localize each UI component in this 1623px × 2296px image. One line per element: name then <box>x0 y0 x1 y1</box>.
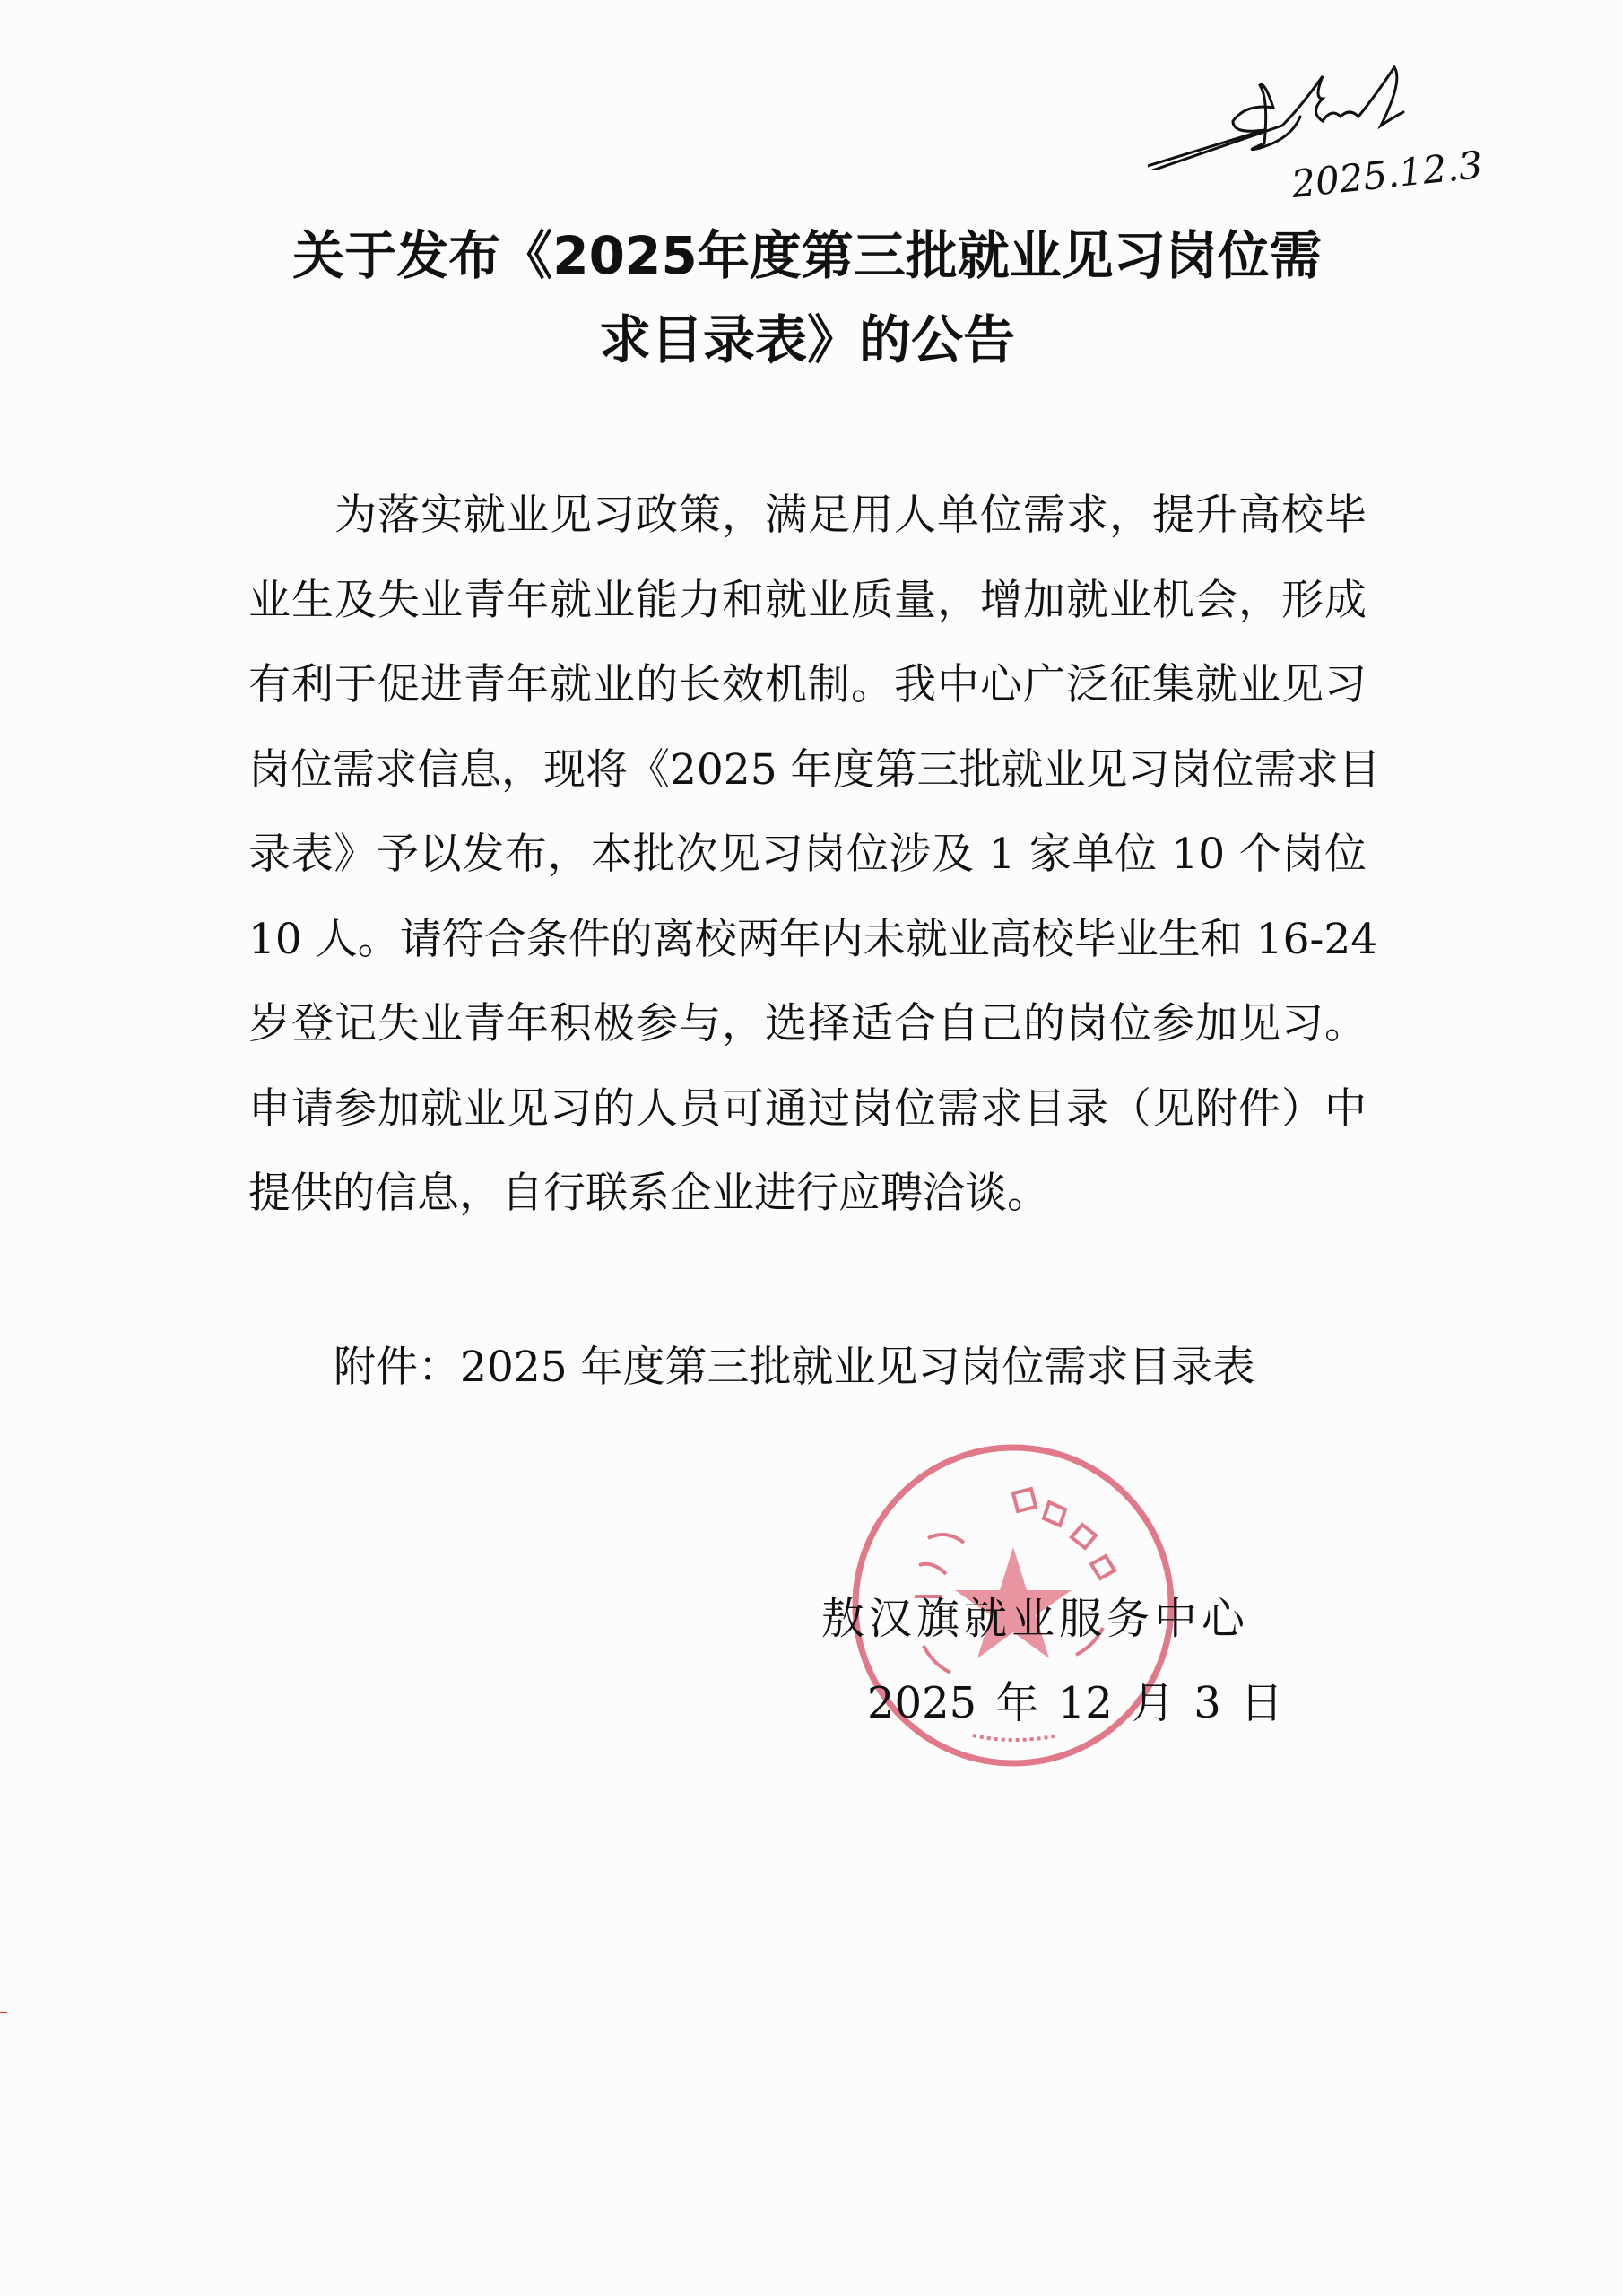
body-line: 申请参加就业见习的人员可通过岗位需求目录（见附件）中 <box>248 1083 1367 1134</box>
body-line: 提供的信息，自行联系企业进行应聘洽谈。 <box>248 1169 1049 1218</box>
body-line: 录表》予以发布，本批次见习岗位涉及 1 家单位 10 个岗位 <box>248 830 1367 879</box>
handwritten-date: 2025.12.3 <box>1289 142 1485 207</box>
scan-edge-mark <box>0 2012 7 2013</box>
body-line: 岗位需求信息，现将《2025 年度第三批就业见习岗位需求目 <box>248 744 1381 795</box>
document-title-line-2: 求目录表》的公告 <box>598 309 1015 370</box>
announcement-body <box>248 474 1381 1237</box>
handwritten-signature <box>1148 45 1560 170</box>
body-line: 10 人。请符合条件的离校两年内未就业高校毕业生和 16-24 <box>248 914 1378 964</box>
issue-date: 2025 年 12 月 3 日 <box>867 1678 1284 1728</box>
document-title-line-1: 关于发布《2025年度第三批就业见习岗位需 <box>292 225 1322 286</box>
attachment-note: 附件：2025 年度第三批就业见习岗位需求目录表 <box>334 1343 1255 1392</box>
body-line: 业生及失业青年就业能力和就业质量，增加就业机会，形成 <box>248 575 1367 625</box>
body-line: 有利于促进青年就业的长效机制。我中心广泛征集就业见习 <box>248 660 1367 709</box>
issuing-organization: 敖汉旗就业服务中心 <box>821 1594 1250 1644</box>
body-line: 为落实就业见习政策，满足用人单位需求，提升高校毕 <box>334 491 1367 540</box>
body-line: 岁登记失业青年积极参与，选择适合自己的岗位参加见习。 <box>248 999 1367 1048</box>
